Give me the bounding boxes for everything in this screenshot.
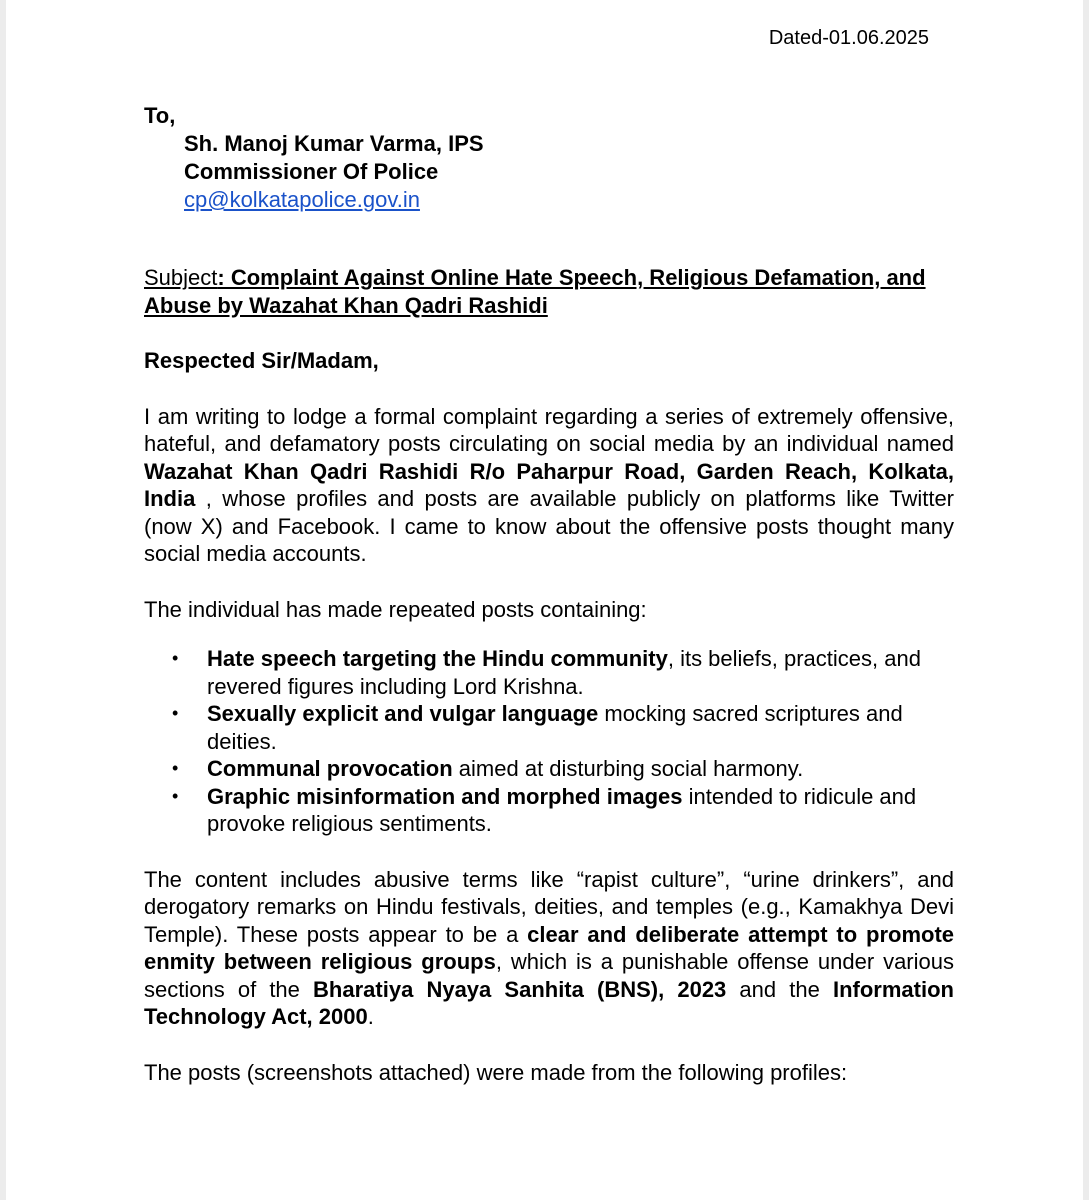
list-item-bold: Graphic misinformation and morphed images bbox=[207, 783, 683, 809]
list-item-text: intended to ridicule and provoke religious sentiments. bbox=[207, 783, 917, 836]
list-item bbox=[144, 645, 954, 700]
paragraph-content bbox=[144, 866, 954, 1031]
recipient-block bbox=[144, 102, 484, 214]
para3-text-e: and the bbox=[726, 976, 833, 1002]
list-item bbox=[144, 755, 954, 783]
subject-text: : Complaint Against Online Hate Speech, Religious Defamation, and Abuse by Wazahat Khan Qadri Rashidi bbox=[144, 265, 926, 318]
allegations-list bbox=[144, 645, 954, 838]
list-item-text: mocking sacred scriptures and deities. bbox=[207, 701, 903, 754]
paragraph-profiles: The posts (screenshots attached) were made from the following profiles: bbox=[144, 1059, 848, 1085]
para3-bold-b: clear and deliberate attempt to promote enmity between religious groups bbox=[144, 921, 955, 974]
para1-text-a: I am writing to lodge a formal complaint regarding a series of extremely offensive, hateful, and defamatory posts circulating on social media by an individual named bbox=[144, 403, 954, 456]
recipient-email-link[interactable]: cp@kolkatapolice.gov.in bbox=[184, 187, 420, 212]
list-item-bold: Sexually explicit and vulgar language bbox=[207, 701, 599, 726]
letter-date: Dated-01.06.2025 bbox=[768, 27, 929, 49]
it-act-reference: Information Technology Act, 2000 bbox=[144, 976, 954, 1029]
list-item bbox=[144, 783, 954, 838]
bns-reference: Bharatiya Nyaya Sanhita (BNS), 2023 bbox=[313, 976, 727, 1002]
subject-label: Subject bbox=[144, 265, 218, 290]
list-item-bold: Communal provocation bbox=[207, 756, 453, 781]
para3-text-g: . bbox=[367, 1004, 374, 1029]
list-item-text: aimed at disturbing social harmony. bbox=[452, 756, 804, 781]
para3-text-a: The content includes abusive terms like “rapist culture”, “urine drinkers”, and derogatory remarks on Hindu festivals, deities, and temples (e.g., Kamakhya Devi Temple). These posts appear to be a bbox=[144, 866, 954, 947]
para3-text-c: , which is a punishable offense under various sections of the bbox=[144, 949, 954, 1002]
to-label: To, bbox=[144, 103, 176, 128]
salutation-text: Respected Sir/Madam, bbox=[144, 348, 379, 373]
list-item-bold: Hate speech targeting the Hindu community bbox=[207, 646, 668, 671]
accused-name-address: Wazahat Khan Qadri Rashidi R/o Paharpur Road, Garden Reach, Kolkata, India bbox=[144, 458, 954, 511]
paragraph-list-intro: The individual has made repeated posts containing: bbox=[144, 596, 647, 622]
salutation bbox=[144, 347, 954, 375]
list-item-text: , its beliefs, practices, and revered figures including Lord Krishna. bbox=[207, 646, 921, 699]
list-item bbox=[144, 700, 954, 755]
subject-line bbox=[144, 264, 954, 319]
recipient-name: Sh. Manoj Kumar Varma, IPS bbox=[184, 131, 484, 156]
letter-body bbox=[144, 264, 954, 1086]
letter-page bbox=[6, 0, 1083, 1200]
para1-text-c: , whose profiles and posts are available publicly on platforms like Twitter (now X) and Facebook. I came to know about the offensive posts thought many social media accounts. bbox=[144, 486, 954, 566]
recipient-designation: Commissioner Of Police bbox=[184, 159, 439, 184]
paragraph-intro bbox=[144, 403, 954, 568]
